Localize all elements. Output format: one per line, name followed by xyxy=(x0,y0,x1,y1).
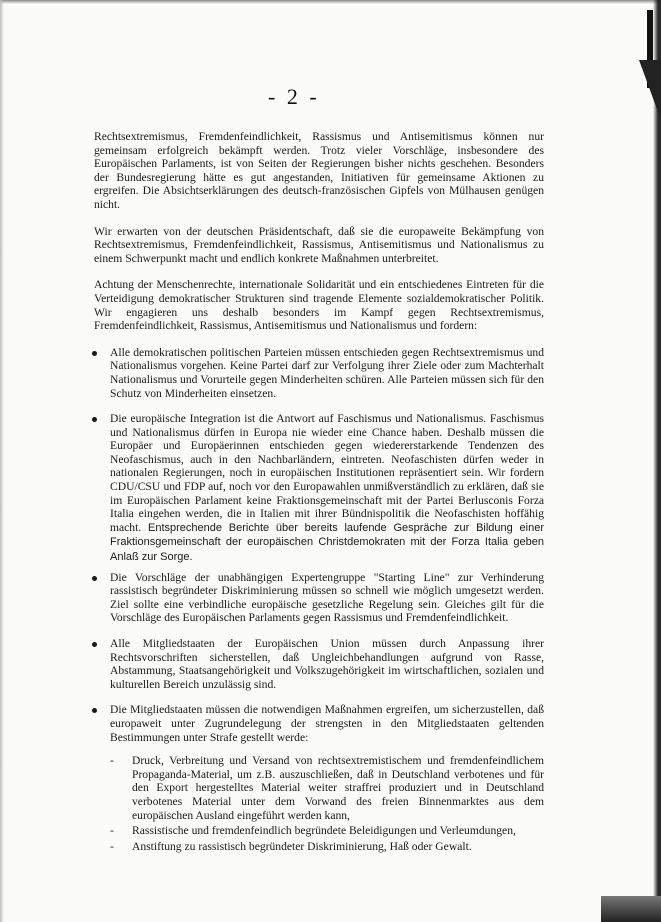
scan-edge-top xyxy=(0,0,661,4)
bullet-icon xyxy=(92,642,97,647)
scan-bottom-artifact xyxy=(601,896,661,922)
scan-edge-left xyxy=(0,0,4,922)
sub-list-text: Anstiftung zu rassistisch begründeter Diskriminierung, Haß oder Gewalt. xyxy=(132,839,472,853)
list-item xyxy=(94,637,544,691)
dash-icon: - xyxy=(110,754,114,768)
page-number: - 2 - xyxy=(268,84,320,109)
sub-list xyxy=(110,754,544,853)
sub-list-item xyxy=(110,840,544,854)
intro-paragraph-2: Wir erwarten von der deutschen Präsidentschaft, daß sie die europaweite Bekämpfung von Rechtsextremismus, Fremdenfeindlichkeit, Rassismus, Antisemitismus und Nationalismus zu einem Schwerpunkt macht und endlich konkrete Maßnahmen unterbreitet. xyxy=(94,224,544,265)
bullet-icon xyxy=(92,708,97,713)
bullet-text: Alle Mitgliedstaaten der Europäischen Union müssen durch Anpassung ihrer Rechtsvorschriften sicherstellen, daß Ungleichbehandlungen aufgrund von Rasse, Abstammung, Staatsangehörigkeit und Volkszugehörigkeit im wirtschaftlichen, sozialen und kulturellen Bereich unzulässig sind. xyxy=(110,637,544,691)
bullet-icon xyxy=(92,351,97,356)
bullet-icon xyxy=(92,576,97,581)
sub-list-text: Rassistische und fremdenfeindlich begründete Beleidigungen und Verleumdungen, xyxy=(132,824,516,838)
demands-list xyxy=(94,346,544,854)
intro-paragraph-3: Achtung der Menschenrechte, internationale Solidarität und ein entschiedenes Eintreten für die Verteidigung demokratischer Strukturen sind tragende Elemente sozialdemokratischer Politik. Wir engagieren uns deshalb besonders im Kampf gegen Rechtsextremismus, Fremdenfeindlichkeit, Rassismus, Antisemitismus und Nationalismus und fordern: xyxy=(94,278,544,333)
document-body xyxy=(94,130,544,865)
bullet-insert-text: Entsprechende Berichte über bereits laufende Gespräche zur Bildung einer Fraktionsgemeinschaft der europäischen Christdemokraten mit der Forza Italia geben Anlaß zur Sorge. xyxy=(110,521,544,564)
list-item xyxy=(94,703,544,853)
dash-icon: - xyxy=(110,839,114,853)
sub-list-item xyxy=(110,824,544,838)
dash-icon: - xyxy=(110,824,114,838)
bullet-icon xyxy=(92,417,97,422)
sub-list-item xyxy=(110,754,544,822)
scan-corner-wedge xyxy=(639,60,661,120)
sub-list-text: Druck, Verbreitung und Versand von rechtsextremistischem und fremdenfeindlichem Propaganda-Material, um z.B. auszuschließen, daß in Deutschland verbotenes und für den Export hergestelltes Material weiter straffrei produziert und in Deutschland verbotenes Material unter dem Vorwand des freien Binnenmarktes aus dem europäischen Ausland eingeführt werden kann, xyxy=(132,754,544,822)
list-item xyxy=(94,346,544,400)
list-item xyxy=(94,571,544,625)
scan-edge-right xyxy=(653,0,661,922)
bullet-text: Die Mitgliedstaaten müssen die notwendigen Maßnahmen ergreifen, um sicherzustellen, daß europaweit unter Zugrundelegung der strengsten in den Mitgliedstaaten geltenden Bestimmungen unter Strafe gestellt werde: xyxy=(110,703,544,744)
bullet-text: Die europäische Integration ist die Antwort auf Faschismus und Nationalismus. Faschismus und Nationalismus dürfen in Europa nie wieder eine Chance haben. Deshalb müssen die Europäer und Europäerinnen entschieden gegen wiedererstarkende Tendenzen des Neofaschismus, auch in den Nachbarländern, eintreten. Neofaschisten dürfen weder in nationalen Regierungen, noch in europäischen Institutionen repräsentiert sein. Wir fordern CDU/CSU und FDP auf, noch vor den Europawahlen unmißverständlich zu erklären, daß sie im Europäischen Parlament keine Fraktionsgemeinschaft mit der Partei Berlusconis Forza Italia eingehen werden, die in Italien mit ihrer Bündnispolitik die Neofaschisten hoffähig macht. xyxy=(110,412,544,534)
list-item xyxy=(94,412,544,565)
intro-paragraph-1: Rechtsextremismus, Fremdenfeindlichkeit, Rassismus und Antisemitismus können nur gemeinsam erfolgreich bekämpft werden. Trotz vieler Vorschläge, insbesondere des Europäischen Parlaments, ist von Seiten der Regierungen bisher nichts geschehen. Besonders der Bundesregierung hätte es gut angestanden, Initiativen für gemeinsame Aktionen zu ergreifen. Die Absichtserklärungen des deutsch-französischen Gipfels von Mülhausen genügen nicht. xyxy=(94,130,544,211)
bullet-text: Alle demokratischen politischen Parteien müssen entschieden gegen Rechtsextremismus und Nationalismus vorgehen. Keine Partei darf zur Verfolgung ihrer Ziele oder zum Machterhalt Nationalismus und Vorurteile gegen Minderheiten schüren. Alle Parteien müssen sich für den Schutz von Minderheiten einsetzen. xyxy=(110,345,544,400)
bullet-text: Die Vorschläge der unabhängigen Expertengruppe "Starting Line" zur Verhinderung rassistisch begründeter Diskriminierung müssen so schnell wie möglich umgesetzt werden. Ziel sollte eine verbindliche europäische gesetzliche Regelung sein. Gleiches gilt für die Vorschläge des Europäischen Parlaments gegen Rassismus und Fremdenfeindlichkeit. xyxy=(110,570,544,625)
